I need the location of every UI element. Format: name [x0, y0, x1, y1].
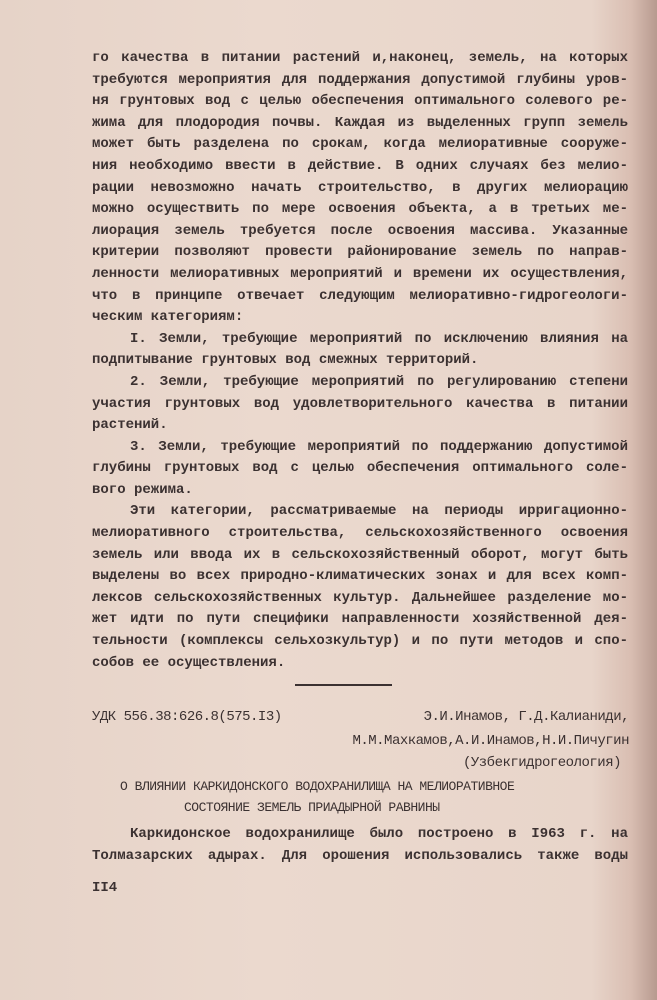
text-line: лексов сельскохозяйственных культур. Дальнейшее разделение мо-	[92, 589, 628, 606]
text-line: ческим категориям:	[92, 309, 244, 326]
text-line: ленности мелиоративных мероприятий и времени их осуществления,	[92, 265, 628, 282]
udk-code: УДК 556.38:626.8(575.I3)	[92, 709, 282, 725]
text-line: может быть разделена по срокам, когда мелиоративные сооруже-	[92, 136, 628, 153]
text-line: критерии позволяют провести районирование земель по направ-	[92, 244, 628, 261]
affiliation: (Узбекгидрогеология)	[462, 755, 621, 771]
text-line: требуются мероприятия для поддержания допустимой глубины уров-	[92, 71, 628, 88]
text-line: ния необходимо ввести в действие. В одних случаях без мелио-	[92, 157, 628, 174]
article-title-line-1: О ВЛИЯНИИ КАРКИДОНСКОГО ВОДОХРАНИЛИЩА НА МЕЛИОРАТИВНОЕ	[120, 779, 515, 794]
list-item-3: 3. Земли, требующие мероприятий по поддержанию допустимой	[130, 438, 628, 455]
text-line: лиорация земель требуется после освоения массива. Указанные	[92, 222, 628, 239]
text-line: тельности (комплексы сельхозкультур) и по пути методов и спо-	[92, 633, 628, 650]
text-line: Каркидонское водохранилище было построено в I963 г. на	[130, 826, 628, 842]
text-line: можно осуществить по мере освоения объекта, а в третьих ме-	[92, 201, 628, 218]
list-item-2: 2. Земли, требующие мероприятий по регулированию степени	[130, 373, 628, 390]
text-line: глубины грунтовых вод с целью обеспечения оптимального соле-	[92, 460, 628, 477]
section-divider	[295, 684, 392, 686]
authors-line-2: М.М.Махкамов,А.И.Инамов,Н.И.Пичугин	[352, 733, 629, 749]
page-number: II4	[92, 880, 118, 896]
article-title-line-2: СОСТОЯНИЕ ЗЕМЕЛЬ ПРИАДЫРНОЙ РАВНИНЫ	[184, 800, 440, 815]
text-line: мелиоративного строительства, сельскохозяйственного освоения	[92, 525, 628, 542]
article-text	[92, 824, 628, 867]
text-line: земель или ввода их в сельскохозяйственный оборот, могут быть	[92, 546, 628, 563]
text-line: жима для плодородия почвы. Каждая из выделенных групп земель	[92, 114, 628, 131]
text-line: подпитывание грунтовых вод смежных территорий.	[92, 352, 479, 369]
text-line: го качества в питании растений и,наконец, земель, на которых	[92, 50, 628, 66]
text-line: выделены во всех природно-климатических зонах и для всех комп-	[92, 568, 628, 585]
text-line: Толмазарских адырах. Для орошения использовались также воды	[92, 847, 628, 864]
list-item-1: I. Земли, требующие мероприятий по исключению влияния на	[130, 330, 628, 347]
authors-line-1: Э.И.Инамов, Г.Д.Калианиди,	[423, 709, 629, 725]
body-text	[92, 48, 628, 674]
text-line: растений.	[92, 417, 168, 434]
text-line: рации невозможно начать строительство, в других мелиорацию	[92, 179, 628, 196]
text-line: собов ее осуществления.	[92, 654, 286, 671]
text-line: ня грунтовых вод с целью обеспечения оптимального солевого ре-	[92, 93, 628, 110]
text-line: вого режима.	[92, 481, 193, 498]
text-line: участия грунтовых вод удовлетворительного качества в питании	[92, 395, 628, 412]
paragraph-start: Эти категории, рассматриваемые на периоды ирригационно-	[130, 503, 628, 520]
text-line: жет идти по пути специфики направленности хозяйственной дея-	[92, 611, 628, 628]
text-line: что в принципе отвечает следующим мелиоративно-гидрогеологи-	[92, 287, 628, 304]
